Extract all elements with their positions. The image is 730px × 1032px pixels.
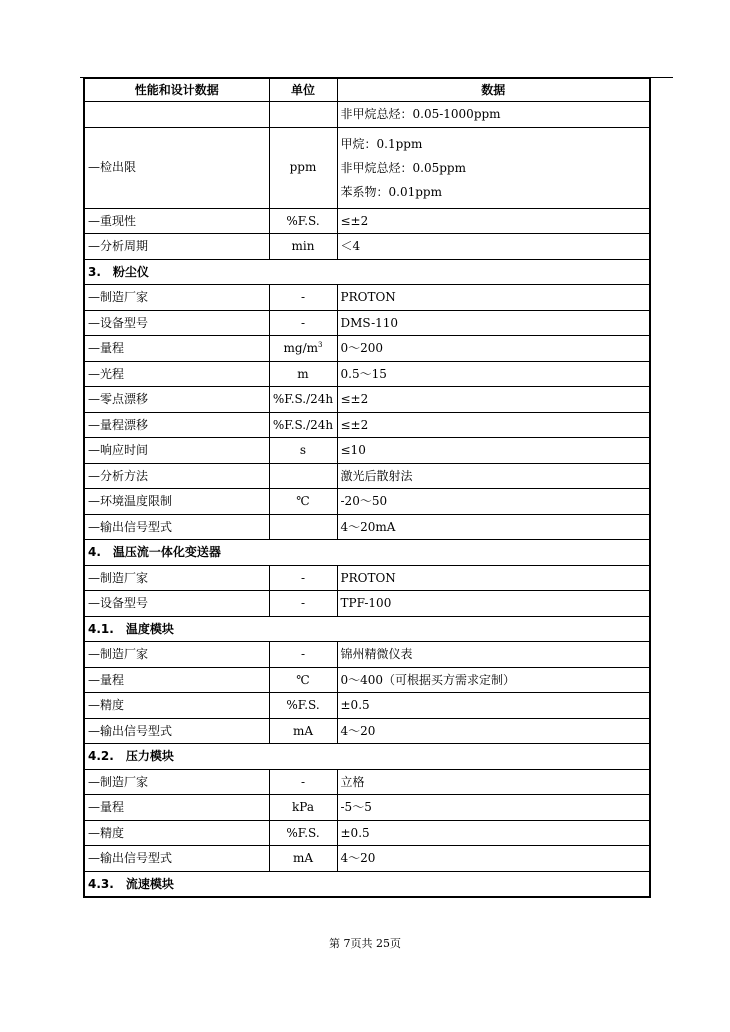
row-unit (269, 514, 337, 540)
row-parameter: —环境温度限制 (84, 489, 269, 515)
row-unit (269, 208, 337, 234)
table-row (84, 667, 650, 693)
row-parameter: —量程漂移 (84, 412, 269, 438)
table-header-row (84, 79, 650, 102)
row-value: 激光后散射法 (337, 463, 650, 489)
table-row (84, 769, 650, 795)
header-unit: 单位 (269, 79, 337, 102)
table-row (84, 463, 650, 489)
row-value-line: 苯系物：0.01ppm (340, 184, 442, 199)
row-value (337, 127, 650, 208)
row-parameter: —输出信号型式 (84, 846, 269, 872)
table-row (84, 361, 650, 387)
row-parameter: —输出信号型式 (84, 718, 269, 744)
row-unit-text: m (297, 366, 309, 381)
table-row (84, 336, 650, 362)
row-unit-text: %F.S./24h (272, 392, 334, 406)
table-row (84, 565, 650, 591)
section-heading: 4.2. 压力模块 (84, 744, 650, 770)
row-unit (269, 361, 337, 387)
row-unit (269, 412, 337, 438)
row-unit-text: %F.S. (286, 825, 320, 840)
row-parameter: —分析周期 (84, 234, 269, 260)
page-footer: 第 7页共 25页 (329, 937, 401, 950)
row-unit (269, 591, 337, 617)
row-value-line: 非甲烷总烃：0.05ppm (340, 160, 466, 175)
table-row (84, 127, 650, 208)
table-row (84, 208, 650, 234)
row-unit-text: - (300, 774, 306, 789)
row-unit-text: %F.S. (286, 698, 320, 712)
row-value: ＜4 (337, 234, 650, 260)
row-value: ≤±2 (337, 387, 650, 413)
row-parameter (84, 102, 269, 128)
row-unit (269, 285, 337, 311)
row-unit-text: - (300, 647, 306, 661)
header-performance: 性能和设计数据 (84, 79, 269, 102)
row-unit-text: ℃ (296, 672, 310, 687)
row-unit (269, 387, 337, 413)
row-parameter: —量程 (84, 336, 269, 362)
section-row (84, 744, 650, 770)
row-unit-text: ppm (289, 160, 317, 175)
row-value: ±0.5 (337, 820, 650, 846)
row-unit-text: mA (292, 851, 314, 865)
table-row (84, 489, 650, 515)
table-row (84, 846, 650, 872)
row-unit (269, 102, 337, 128)
row-parameter: —重现性 (84, 208, 269, 234)
row-unit (269, 642, 337, 668)
row-value: 4～20 (337, 846, 650, 872)
section-row (84, 540, 650, 566)
row-unit-text: mg/m (283, 341, 318, 355)
table-row (84, 412, 650, 438)
row-unit (269, 769, 337, 795)
row-unit (269, 463, 337, 489)
row-value: 0.5～15 (337, 361, 650, 387)
row-unit (269, 438, 337, 464)
row-unit-text: - (300, 596, 306, 610)
row-value: -5～5 (337, 795, 650, 821)
row-unit (269, 667, 337, 693)
row-unit-text: s (299, 443, 307, 457)
row-value: ≤±2 (337, 208, 650, 234)
row-parameter: —响应时间 (84, 438, 269, 464)
section-heading: 4. 温压流一体化变送器 (84, 540, 650, 566)
row-unit (269, 820, 337, 846)
row-parameter: —光程 (84, 361, 269, 387)
row-value: ≤10 (337, 438, 650, 464)
spec-table-body (84, 102, 650, 898)
row-parameter: —制造厂家 (84, 642, 269, 668)
section-row (84, 616, 650, 642)
row-unit-text: %F.S. (286, 213, 320, 228)
row-parameter: —检出限 (84, 127, 269, 208)
row-value: 4～20 (337, 718, 650, 744)
row-unit-text: ℃ (296, 494, 310, 508)
table-row (84, 591, 650, 617)
row-value: -20～50 (337, 489, 650, 515)
row-unit (269, 127, 337, 208)
table-row (84, 718, 650, 744)
row-value: DMS-110 (337, 310, 650, 336)
table-row (84, 285, 650, 311)
row-unit-text: %F.S./24h (272, 417, 334, 432)
row-parameter: —设备型号 (84, 310, 269, 336)
header-data: 数据 (337, 79, 650, 102)
row-unit (269, 565, 337, 591)
row-value: PROTON (337, 285, 650, 311)
row-parameter: —制造厂家 (84, 285, 269, 311)
row-unit-text: - (300, 290, 306, 304)
row-unit-text: mA (292, 723, 314, 738)
table-row (84, 820, 650, 846)
row-value: 非甲烷总烃：0.05-1000ppm (337, 102, 650, 128)
row-value: PROTON (337, 565, 650, 591)
row-parameter: —量程 (84, 795, 269, 821)
section-row (84, 259, 650, 285)
row-parameter: —制造厂家 (84, 769, 269, 795)
row-unit (269, 489, 337, 515)
row-parameter: —输出信号型式 (84, 514, 269, 540)
row-unit-superscript: 3 (318, 341, 323, 349)
row-unit-text: - (300, 315, 306, 330)
row-unit-text: min (291, 239, 315, 253)
table-row (84, 102, 650, 128)
row-unit (269, 234, 337, 260)
row-value: ≤±2 (337, 412, 650, 438)
row-unit (269, 718, 337, 744)
row-value: 0～200 (337, 336, 650, 362)
table-row (84, 795, 650, 821)
section-heading: 4.1. 温度模块 (84, 616, 650, 642)
table-row (84, 642, 650, 668)
row-value: ±0.5 (337, 693, 650, 719)
row-parameter: —零点漂移 (84, 387, 269, 413)
section-heading: 3. 粉尘仪 (84, 259, 650, 285)
table-row (84, 514, 650, 540)
row-unit (269, 310, 337, 336)
spec-table (83, 78, 651, 898)
row-unit (269, 693, 337, 719)
row-value: TPF-100 (337, 591, 650, 617)
row-parameter: —精度 (84, 820, 269, 846)
table-row (84, 310, 650, 336)
table-row (84, 438, 650, 464)
table-row (84, 234, 650, 260)
row-unit (269, 846, 337, 872)
row-value-line: 甲烷：0.1ppm (340, 136, 423, 151)
section-heading: 4.3. 流速模块 (84, 871, 650, 897)
row-unit (269, 336, 337, 362)
row-unit (269, 795, 337, 821)
section-row (84, 871, 650, 897)
table-row (84, 387, 650, 413)
row-parameter: —制造厂家 (84, 565, 269, 591)
row-parameter: —设备型号 (84, 591, 269, 617)
row-value: 4～20mA (337, 514, 650, 540)
row-parameter: —量程 (84, 667, 269, 693)
row-parameter: —精度 (84, 693, 269, 719)
table-row (84, 693, 650, 719)
row-parameter: —分析方法 (84, 463, 269, 489)
row-value: 立格 (337, 769, 650, 795)
row-value: 0～400（可根据买方需求定制） (337, 667, 650, 693)
row-unit-text: - (300, 570, 306, 585)
row-value: 锦州精微仪表 (337, 642, 650, 668)
row-unit-text: kPa (292, 800, 314, 814)
